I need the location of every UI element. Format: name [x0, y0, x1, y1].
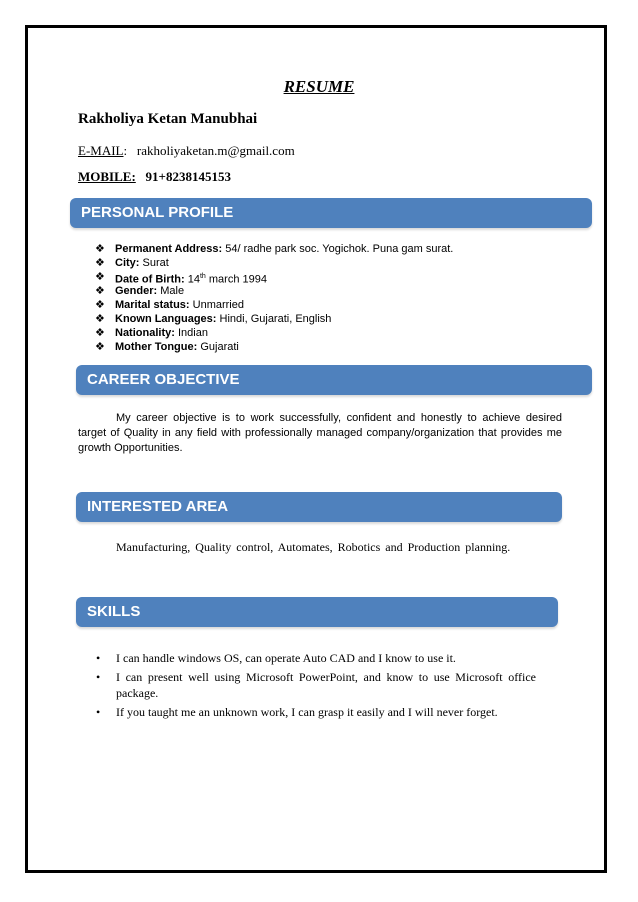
skill-item: • I can present well using Microsoft PowerPoint, and know to use Microsoft office package. [96, 670, 536, 700]
diamond-bullet-icon: ❖ [95, 271, 105, 283]
diamond-bullet-icon: ❖ [95, 257, 105, 269]
email-line: E-MAIL: rakholiyaketan.m@gmail.com [78, 143, 295, 158]
interested-area-text: Manufacturing, Quality control, Automates, Robotics and Production planning. [116, 540, 511, 554]
mobile-label: MOBILE: [78, 169, 136, 184]
bullet-dot-icon: • [96, 705, 101, 719]
profile-item: ❖ Permanent Address: 54/ radhe park soc. Yogichok. Puna gam surat. [95, 243, 454, 255]
diamond-bullet-icon: ❖ [95, 327, 105, 339]
profile-list [95, 242, 453, 354]
skill-item: • I can handle windows OS, can operate Auto CAD and I know to use it. [96, 651, 456, 665]
resume-title: RESUME [283, 77, 355, 96]
profile-item: ❖ Marital status: Unmarried [95, 299, 244, 311]
diamond-bullet-icon: ❖ [95, 243, 105, 255]
section-interested-area: INTERESTED AREA [76, 492, 562, 522]
mobile-line [78, 169, 231, 185]
section-career-objective: CAREER OBJECTIVE [76, 365, 592, 395]
skills-list [96, 650, 536, 723]
mobile-value: 91+8238145153 [145, 169, 231, 184]
section-skills: SKILLS [76, 597, 558, 627]
bullet-dot-icon: • [96, 670, 101, 684]
skill-item: • If you taught me an unknown work, I can grasp it easily and I will never forget. [96, 705, 498, 719]
email-label: E-MAIL [78, 143, 124, 158]
bullet-dot-icon: • [96, 651, 101, 665]
diamond-bullet-icon: ❖ [95, 299, 105, 311]
diamond-bullet-icon: ❖ [95, 341, 105, 353]
diamond-bullet-icon: ❖ [95, 313, 105, 325]
profile-item: ❖ Mother Tongue: Gujarati [95, 341, 239, 353]
career-objective-text: My career objective is to work successfully, confident and honestly to achieve desired target of Quality in any field with professionally managed company/organization that provides me growth Opportunities. [78, 412, 562, 454]
section-personal-profile: PERSONAL PROFILE [70, 198, 592, 228]
diamond-bullet-icon: ❖ [95, 285, 105, 297]
profile-item: ❖ Nationality: Indian [95, 327, 208, 339]
profile-item: ❖ Known Languages: Hindi, Gujarati, English [95, 313, 332, 325]
candidate-name: Rakholiya Ketan Manubhai [78, 111, 258, 127]
profile-item: ❖ City: Surat [95, 257, 169, 269]
profile-item: ❖ Date of Birth: 14th march 1994 [95, 271, 267, 286]
email-value: rakholiyaketan.m@gmail.com [136, 143, 295, 158]
profile-item: ❖ Gender: Male [95, 285, 185, 297]
